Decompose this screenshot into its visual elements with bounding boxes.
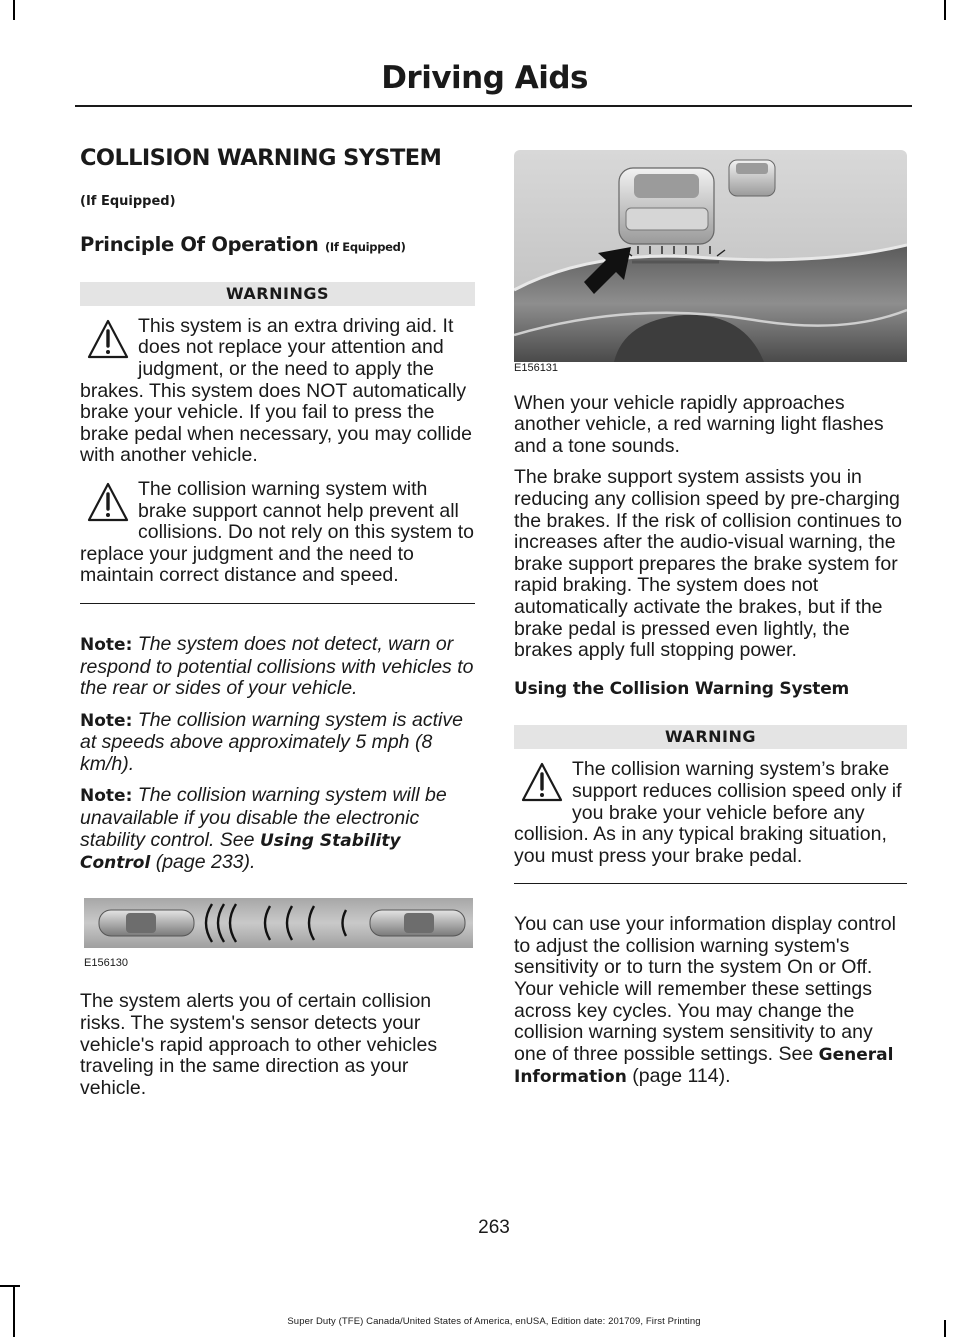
page-title: COLLISION WARNING SYSTEM (80, 145, 442, 171)
hud-warning-illustration (514, 150, 907, 362)
note: Note: The collision warning system will be unavailable if you disable the electronic stability control. See Using Stability Control (page 233). (80, 784, 447, 874)
footer-text: Super Duty (TFE) Canada/United States of America, enUSA, Edition date: 201709, First Printing (287, 1316, 701, 1327)
page-reference: (page 114). (632, 1065, 731, 1088)
paragraph: When your vehicle rapidly approaches another vehicle, a red warning light flashes and a tone sounds. (514, 391, 884, 457)
principle-heading-text: Principle Of Operation (80, 233, 319, 257)
crop-mark (944, 0, 946, 20)
warnings-heading: WARNINGS (80, 282, 475, 306)
right-column (514, 150, 907, 1089)
warning-rule (514, 883, 907, 884)
warning-box (514, 725, 907, 884)
sensor-waves-illustration (84, 898, 473, 948)
using-stability-control-link[interactable]: Using Stability Control (80, 830, 401, 874)
crop-mark (13, 0, 15, 20)
using-heading: Using the Collision Warning System (514, 678, 850, 699)
warning-text-2: The collision warning system with brake support cannot help prevent all collisions. Do not rely on this system to replace your judgment and the need to maintain correct distance and speed. (80, 477, 474, 587)
page-number: 263 (478, 1217, 510, 1238)
principle-heading (80, 234, 475, 259)
warnings-rule (80, 603, 475, 604)
warning-item (80, 316, 475, 467)
page-reference: (page 233). (155, 851, 256, 874)
figure-id: E156130 (84, 957, 129, 970)
paragraph: You can use your information display control to adjust the collision warning system's sensitivity or to turn the system On or Off. Your vehicle will remember these settings across key cycles. You may change the collision warning system sensitivity to any one of three possible settings. See General Information (page 114). (514, 913, 896, 1088)
general-information-link[interactable]: General Information (514, 1044, 894, 1088)
header-rule (75, 105, 912, 107)
section-title: Driving Aids (381, 60, 588, 96)
note: Note: The collision warning system is active at speeds above approximately 5 mph (8 km/h). (80, 708, 463, 775)
note: Note: The system does not detect, warn or respond to potential collisions with vehicles to the rear or sides of your vehicle. (80, 632, 474, 700)
warning-text: The collision warning system’s brake support reduces collision speed only if you brake your vehicle before any collision. As in any typical braking situation, you must press your brake pedal. (514, 758, 902, 867)
paragraph: The brake support system assists you in reducing any collision speed by pre-charging the brakes. If the risk of collision continues to increases after the audio-visual warning, the brake support prepares the brake system for rapid braking. The system does not automatically activate the brakes, but if the brake pedal is pressed even lightly, the brakes apply full stopping power. (514, 466, 903, 662)
notes (80, 634, 475, 875)
warning-item (514, 759, 907, 867)
figure-sensor-waves (84, 898, 473, 970)
principle-heading-sub: (If Equipped) (324, 240, 406, 255)
warning-item (80, 479, 475, 587)
figure-id: E156131 (514, 361, 559, 374)
warning-triangle-icon (86, 481, 130, 523)
crop-mark (0, 1285, 20, 1287)
body-text: The system alerts you of certain collision risks. The system's sensor detects your vehicle's rapid approach to other vehicles traveling in the same direction as your vehicle. (80, 990, 438, 1099)
warning-triangle-icon (520, 761, 564, 803)
figure-hud-warning (514, 150, 907, 374)
warning-text-1: This system is an extra driving aid. It does not replace your attention and judgment, or the need to apply the brakes. This system does NOT automatically brake your vehicle. If you fail to press the brake pedal when necessary, you may collide with another vehicle. (80, 314, 473, 467)
warnings-box (80, 282, 475, 604)
if-equipped-label: (If Equipped) (80, 193, 176, 209)
crop-mark (13, 1285, 15, 1337)
warning-heading: WARNING (514, 725, 907, 749)
warning-triangle-icon (86, 318, 130, 360)
left-column (80, 145, 475, 1099)
